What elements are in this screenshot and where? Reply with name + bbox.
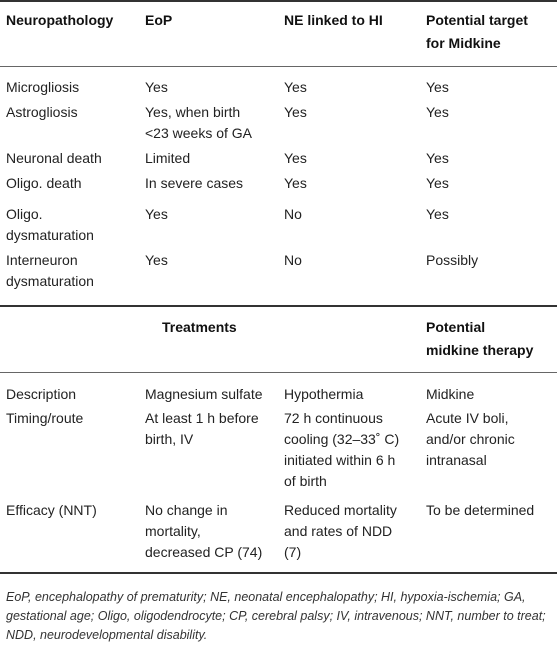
neuropathology-row6-c1-line1: Interneuron bbox=[6, 252, 78, 268]
header-neuropathology: Neuropathology bbox=[6, 12, 114, 28]
table-bottom-rule bbox=[0, 572, 557, 574]
neuropathology-row2-c2-line2: <23 weeks of GA bbox=[145, 125, 253, 141]
treatment-row3-c3-line2: and rates of NDD bbox=[284, 523, 393, 539]
treatment-row1-c4-line1: Midkine bbox=[426, 386, 475, 402]
header-potential-midkine-line1: Potential bbox=[426, 319, 486, 335]
neuropathology-row5-c1-line1: Oligo. bbox=[6, 206, 43, 222]
neuropathology-row3-c3-line1: Yes bbox=[284, 150, 307, 166]
treatment-row3-c2-line2: mortality, bbox=[145, 523, 201, 539]
neuropathology-row5-c2-line1: Yes bbox=[145, 206, 168, 222]
header-ne-linked-to-hi: NE linked to HI bbox=[284, 12, 383, 28]
treatment-row2-c4-line2: and/or chronic bbox=[426, 431, 515, 447]
neuropathology-row6-c1-line2: dysmaturation bbox=[6, 273, 94, 289]
neuropathology-row2-c4-line1: Yes bbox=[426, 104, 449, 120]
neuropathology-row2-c1-line1: Astrogliosis bbox=[6, 104, 78, 120]
neuropathology-row4-c3-line1: Yes bbox=[284, 175, 307, 191]
neuropathology-row3-c1-line1: Neuronal death bbox=[6, 150, 102, 166]
header-potential-midkine-line2: midkine therapy bbox=[426, 342, 534, 358]
treatment-row3-c2-line1: No change in bbox=[145, 502, 228, 518]
treatment-row2-c3-line3: initiated within 6 h bbox=[284, 452, 396, 468]
neuropathology-row6-c4-line1: Possibly bbox=[426, 252, 479, 268]
treatment-row2-c3-line4: of birth bbox=[284, 473, 327, 489]
treatment-row3-c2-line3: decreased CP (74) bbox=[145, 544, 263, 560]
neuropathology-row6-c3-line1: No bbox=[284, 252, 302, 268]
header1-rule bbox=[0, 66, 557, 67]
neuropathology-row5-c4-line1: Yes bbox=[426, 206, 449, 222]
header2-rule bbox=[0, 372, 557, 373]
treatment-row3-c3-line3: (7) bbox=[284, 544, 302, 560]
neuropathology-row4-c1-line1: Oligo. death bbox=[6, 175, 82, 191]
neuropathology-row3-c4-line1: Yes bbox=[426, 150, 449, 166]
header-potential-target-line2: for Midkine bbox=[426, 35, 501, 51]
neuropathology-row1-c2-line1: Yes bbox=[145, 79, 168, 95]
treatment-row1-c2-line1: Magnesium sulfate bbox=[145, 386, 263, 402]
treatment-row2-c3-line2: cooling (32–33˚ C) bbox=[284, 431, 400, 447]
treatment-row1-c1-line1: Description bbox=[6, 386, 77, 402]
treatment-row1-c3-line1: Hypothermia bbox=[284, 386, 364, 402]
treatment-row2-c4-line1: Acute IV boli, bbox=[426, 410, 509, 426]
neuropathology-row1-c3-line1: Yes bbox=[284, 79, 307, 95]
treatment-row3-c3-line1: Reduced mortality bbox=[284, 502, 397, 518]
neuropathology-row4-c4-line1: Yes bbox=[426, 175, 449, 191]
neuropathology-row3-c2-line1: Limited bbox=[145, 150, 191, 166]
treatment-row3-c1-line1: Efficacy (NNT) bbox=[6, 502, 97, 518]
neuropathology-row5-c1-line2: dysmaturation bbox=[6, 227, 94, 243]
treatment-row2-c2-line1: At least 1 h before bbox=[145, 410, 259, 426]
neuropathology-row6-c2-line1: Yes bbox=[145, 252, 168, 268]
header-treatments: Treatments bbox=[162, 319, 237, 335]
neuropathology-row4-c2-line1: In severe cases bbox=[145, 175, 244, 191]
neuropathology-row2-c2-line1: Yes, when birth bbox=[145, 104, 241, 120]
treatment-row2-c4-line3: intranasal bbox=[426, 452, 487, 468]
section-divider-rule bbox=[0, 305, 557, 307]
table-footnote: EoP, encephalopathy of prematurity; NE, neonatal encephalopathy; HI, hypoxia-ischemia; GA, gestational age; Oligo, oligodendrocyte; CP, cerebral palsy; IV, intravenous; NNT, number to treat; NDD, neurodevelopmental disability. bbox=[6, 590, 546, 642]
treatment-row2-c3-line1: 72 h continuous bbox=[284, 410, 383, 426]
treatment-row2-c1-line1: Timing/route bbox=[6, 410, 84, 426]
neuropathology-row2-c3-line1: Yes bbox=[284, 104, 307, 120]
header-potential-target-line1: Potential target bbox=[426, 12, 528, 28]
neuropathology-row1-c4-line1: Yes bbox=[426, 79, 449, 95]
treatment-row2-c2-line2: birth, IV bbox=[145, 431, 194, 447]
treatment-row3-c4-line1: To be determined bbox=[426, 502, 535, 518]
table-top-rule bbox=[0, 0, 557, 2]
neuropathology-row1-c1-line1: Microgliosis bbox=[6, 79, 80, 95]
neuropathology-row5-c3-line1: No bbox=[284, 206, 302, 222]
header-eop: EoP bbox=[145, 12, 173, 28]
